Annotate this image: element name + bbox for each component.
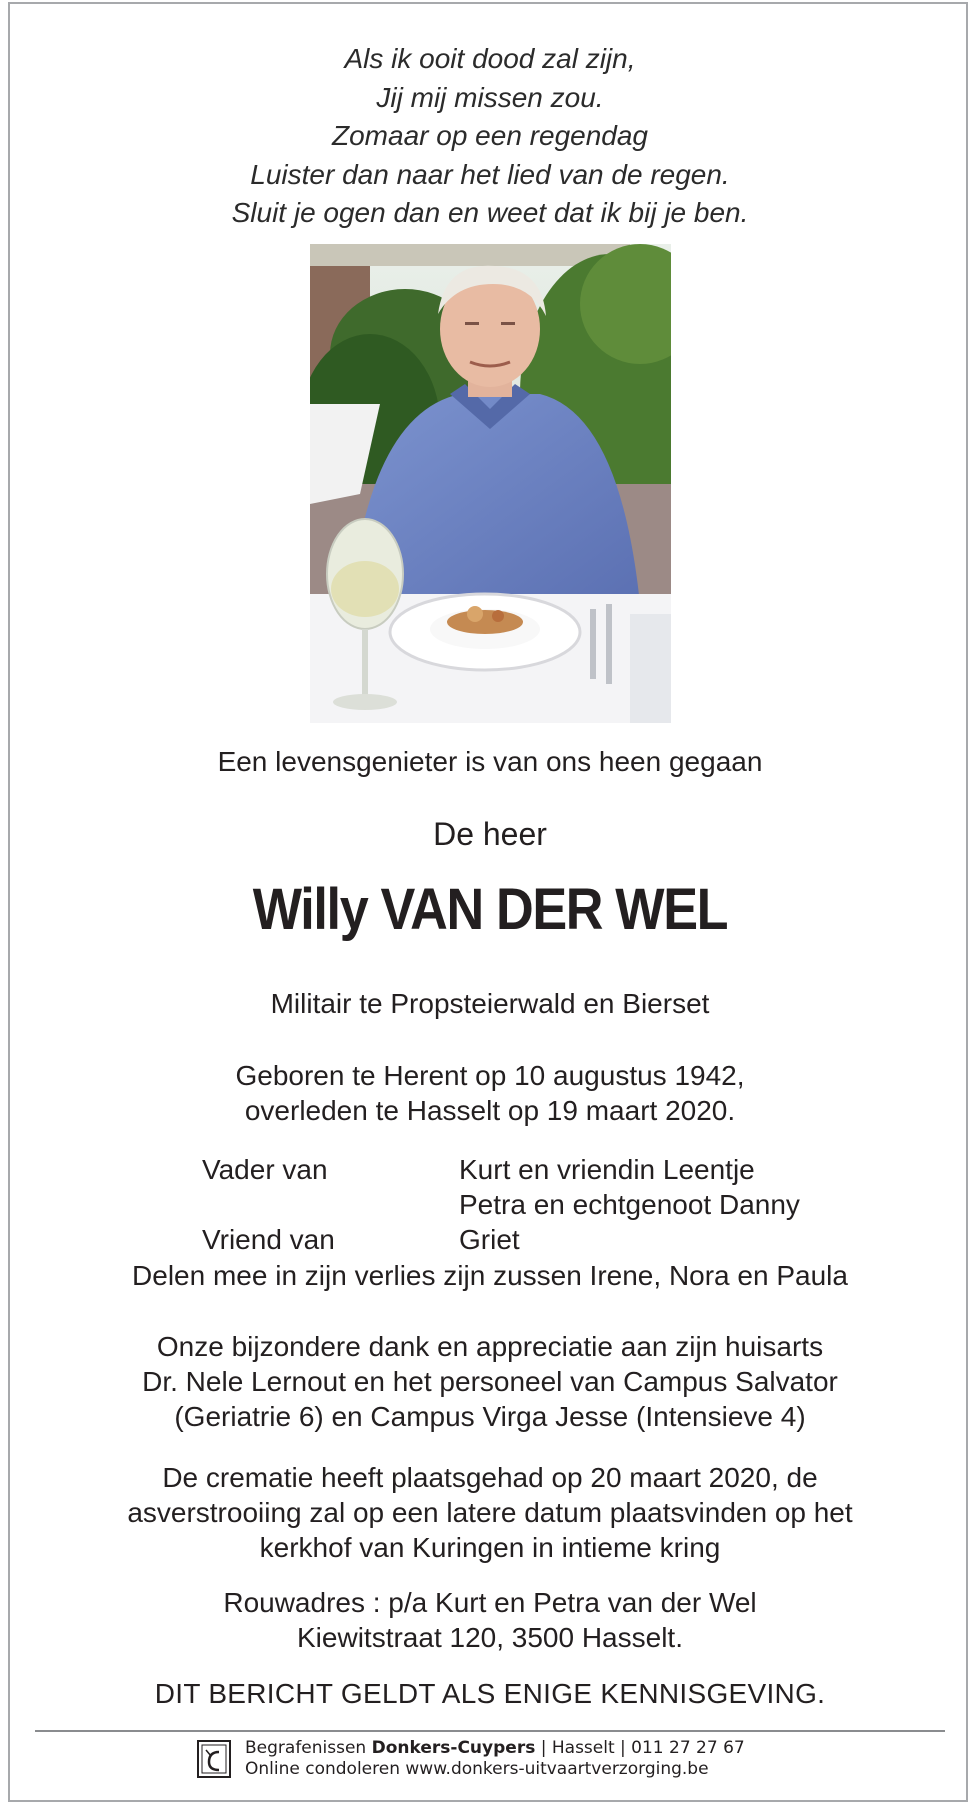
poem-line: Sluit je ogen dan en weet dat ik bij je ben.	[231, 197, 749, 228]
poem-line: Luister dan naar het lied van de regen.	[250, 158, 730, 190]
poem	[0, 40, 980, 233]
mourning-address	[0, 1585, 980, 1655]
footer-details: | Hasselt | 011 27 27 67	[535, 1738, 745, 1758]
relation-label: Vriend van	[202, 1224, 335, 1255]
footer-divider	[35, 1730, 945, 1732]
subtitle: Een levensgenieter is van ons heen gegaan	[217, 746, 763, 777]
address-line: Kiewitstraat 120, 3500 Hasselt.	[297, 1622, 683, 1653]
thanks-line: (Geriatrie 6) en Campus Virga Jesse (Intensieve 4)	[174, 1401, 806, 1432]
honorific: De heer	[433, 816, 547, 852]
relation-value: Petra en echtgenoot Danny	[459, 1189, 800, 1220]
siblings-line: Delen mee in zijn verlies zijn zussen Irene, Nora en Paula	[132, 1260, 848, 1291]
address-line: Rouwadres : p/a Kurt en Petra van der Wel	[223, 1587, 757, 1618]
poem-line: Zomaar op een regendag	[332, 120, 648, 151]
relation-label: Vader van	[202, 1154, 328, 1185]
deceased-name: Willy VAN DER WEL	[252, 877, 728, 942]
occupation: Militair te Propsteierwald en Bierset	[270, 988, 710, 1019]
footer-text	[245, 1738, 745, 1780]
poem-line: Jij mij missen zou.	[376, 81, 604, 113]
birth-line: Geboren te Herent op 10 augustus 1942,	[235, 1060, 745, 1091]
relation-value: Kurt en vriendin Leentje	[459, 1154, 755, 1185]
thanks-line: Dr. Nele Lernout en het personeel van Campus Salvator	[142, 1366, 838, 1397]
thanks-line: Onze bijzondere dank en appreciatie aan zijn huisarts	[156, 1331, 824, 1362]
life-dates	[0, 1058, 980, 1128]
death-line: overleden te Hasselt op 19 maart 2020.	[244, 1095, 736, 1126]
relation-value: Griet	[459, 1224, 520, 1255]
thanks-paragraph	[0, 1329, 980, 1434]
footer-company: Donkers-Cuypers	[371, 1738, 536, 1758]
notice: DIT BERICHT GELDT ALS ENIGE KENNISGEVING.	[154, 1678, 826, 1709]
footer-prefix: Begrafenissen	[245, 1738, 372, 1758]
cremation-line: De crematie heeft plaatsgehad op 20 maart 2020, de	[162, 1462, 818, 1493]
portrait-photo	[310, 244, 671, 723]
cremation-line: asverstrooiing zal op een latere datum plaatsvinden op het	[127, 1497, 853, 1528]
funeral-home-logo-icon	[197, 1740, 231, 1778]
poem-line: Als ik ooit dood zal zijn,	[344, 43, 636, 74]
cremation-line: kerkhof van Kuringen in intieme kring	[259, 1532, 721, 1563]
cremation-paragraph	[0, 1460, 980, 1565]
footer-line-1	[245, 1738, 745, 1759]
footer-line-2[interactable]: Online condoleren www.donkers-uitvaartverzorging.be	[245, 1759, 709, 1779]
